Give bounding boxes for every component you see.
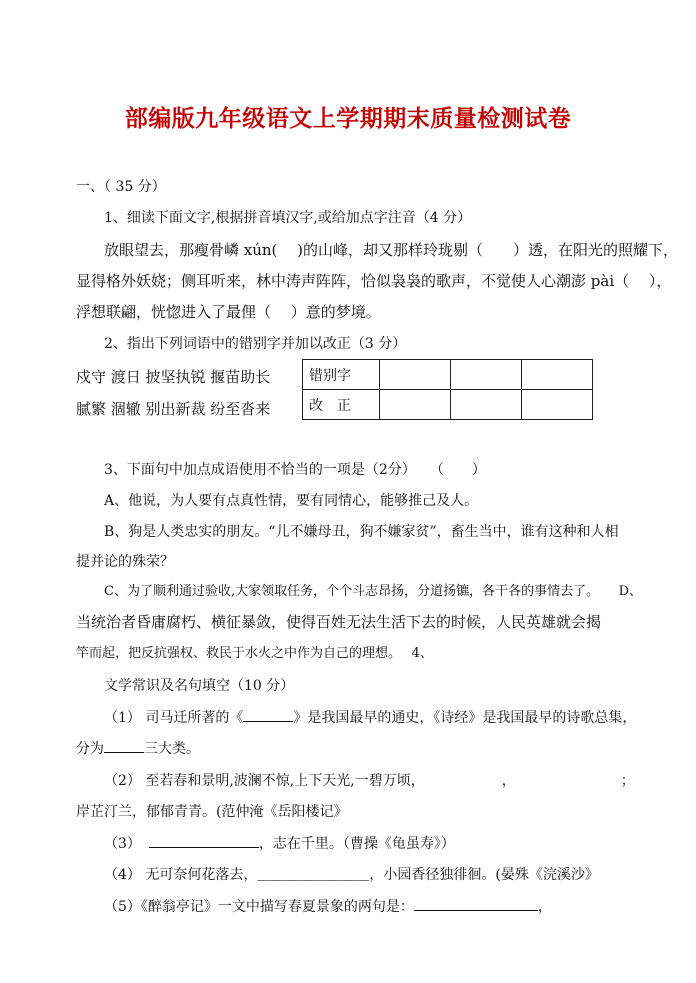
question-2-heading: 2、指出下列词语中的错别字并加以改正（3 分） <box>104 336 407 352</box>
table-label: 改 正 <box>303 390 380 420</box>
answer-cell[interactable] <box>451 360 522 390</box>
fill-item-text: （1） 司马迁所著的《 <box>104 710 244 726</box>
fill-item-3 <box>104 833 455 853</box>
option-a: A、他说，为人要有点真性情，要有同情心，能够推己及人。 <box>104 493 479 509</box>
table-row <box>303 390 593 420</box>
option-b: B、狗是人类忠实的朋友。“儿不嫌母丑，狗不嫌家贫”，畜生当中，谁有这种和人相 <box>104 524 619 540</box>
fill-item-5 <box>104 896 552 916</box>
answer-cell[interactable] <box>451 390 522 420</box>
fill-item-1 <box>104 707 636 727</box>
option-b-continued: 提并论的殊荣？ <box>76 554 174 570</box>
fill-item-text: （3） <box>104 836 141 852</box>
fill-item-text: ， <box>537 899 552 915</box>
fill-item-1-continued <box>76 738 200 758</box>
fill-item-text: 分为 <box>76 741 104 757</box>
answer-blank[interactable] <box>414 896 538 911</box>
fill-item-text: ，志在千里。（曹操《龟虽寿》） <box>258 836 455 852</box>
option-d: 当统治者昏庸腐朽、横征暴敛，使得百姓无法生活下去的时候，人民英雄就会揭 <box>76 613 602 631</box>
answer-cell[interactable] <box>380 390 451 420</box>
answer-blank[interactable] <box>149 833 259 848</box>
fill-item-text: 三大类。 <box>144 741 200 757</box>
answer-cell[interactable] <box>522 390 593 420</box>
answer-blank[interactable] <box>243 707 293 722</box>
fill-item-2-continued: 岸芷汀兰，郁郁青青。(范仲淹《岳阳楼记》 <box>76 804 348 820</box>
fill-item-2: （2） 至若春和景明,波澜不惊,上下天光,一碧万顷， ， ； <box>104 773 635 789</box>
word-list: 腻繁 涸辙 别出新裁 纷至沓来 <box>76 400 271 418</box>
table-label: 错别字 <box>303 360 380 390</box>
fill-item-text: （5）《醉翁亭记》一文中描写春夏景象的两句是： <box>104 899 414 915</box>
table-row <box>303 360 593 390</box>
page-title: 部编版九年级语文上学期期末质量检测试卷 <box>124 105 572 132</box>
question-1-text-line: 放眼望去，那瘦骨嶙 xún( )的山峰，却又那样玲珑剔（ ）透，在阳光的照耀下， <box>104 241 679 259</box>
answer-cell[interactable] <box>522 360 593 390</box>
question-1-heading: 1、细读下面文字,根据拼音填汉字,或给加点字注音（4 分） <box>104 210 472 226</box>
option-d-continued: 竿而起，把反抗强权、救民于水火之中作为自己的理想。 4、 <box>76 646 433 661</box>
question-1-text-line: 显得格外妖娆；侧耳听来，林中涛声阵阵，恰似袅袅的歌声，不觉使人心潮澎 pài（ ）， <box>76 272 672 290</box>
answer-blank[interactable] <box>104 738 144 753</box>
correction-table <box>302 359 593 420</box>
question-4-heading: 文学常识及名句填空（10 分） <box>104 678 295 694</box>
answer-cell[interactable] <box>380 360 451 390</box>
section-heading: 一、（ 35 分） <box>76 179 166 195</box>
question-3-heading: 3、下面句中加点成语使用不恰当的一项是（2分） （ ） <box>104 462 486 478</box>
fill-item-4: （4） 无可奈何花落去，＿＿＿＿＿＿＿＿，小园香径独徘徊。(晏殊《浣溪沙》 <box>104 867 599 883</box>
word-list: 戍守 渡日 披坚执锐 揠苗助长 <box>76 368 271 386</box>
fill-item-text: 》是我国最早的通史，《诗经》是我国最早的诗歌总集， <box>293 710 637 726</box>
option-c: C、为了顺利通过验收,大家领取任务，个个斗志昂扬，分道扬镳，各干各的事情去了。 D、 <box>104 584 643 599</box>
question-1-text-line: 浮想联翩，恍惚进入了最俚（ ）意的梦境。 <box>76 303 381 321</box>
